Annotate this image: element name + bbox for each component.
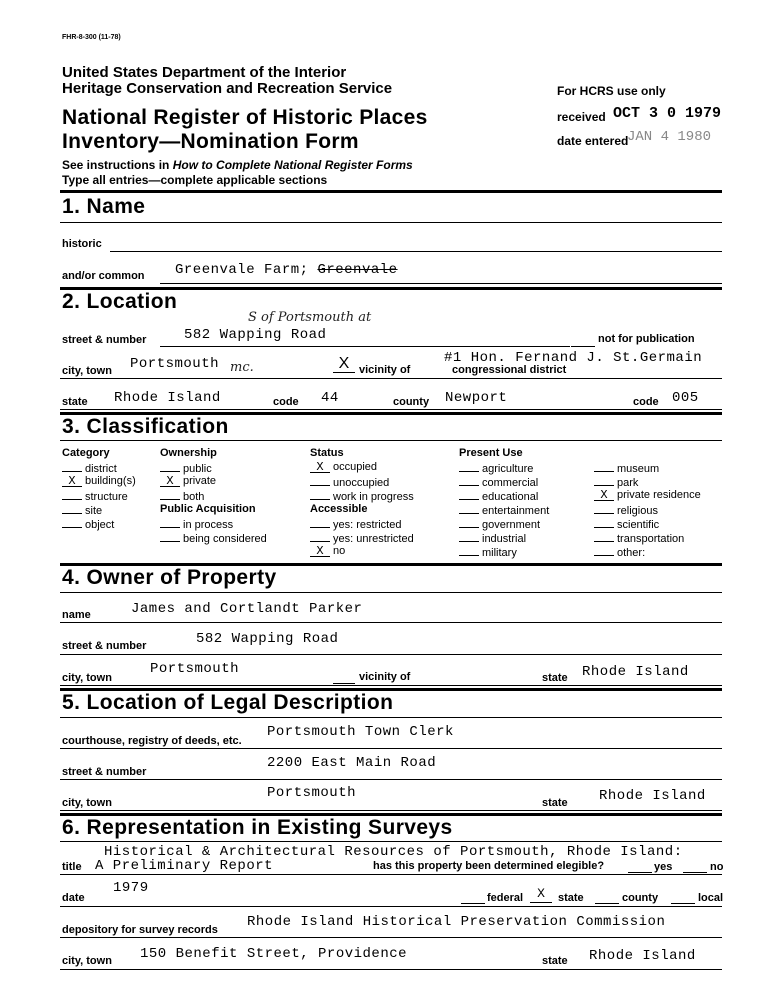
common-name-value[interactable]: Greenvale Farm; Greenvale xyxy=(175,262,398,278)
owner-vicinity-label: vicinity of xyxy=(359,671,411,683)
accessible-no[interactable]: X no xyxy=(310,545,345,557)
legal-state-value[interactable]: Rhode Island xyxy=(599,788,706,804)
owner-city-label: city, town xyxy=(62,672,112,684)
public-acquisition-head: Public Acquisition xyxy=(160,503,256,515)
agency-line1: United States Department of the Interior xyxy=(62,64,347,81)
hcrs-use-only: For HCRS use only xyxy=(557,84,666,98)
section5-subrule xyxy=(60,717,722,718)
state-value[interactable]: Rhode Island xyxy=(114,390,221,406)
legal-city-label: city, town xyxy=(62,797,112,809)
eligible-label: has this property been determined elegible? xyxy=(373,860,605,872)
common-label: and/or common xyxy=(62,270,145,282)
category-buildings[interactable]: X building(s) xyxy=(62,475,136,487)
form-title-line2: Inventory—Nomination Form xyxy=(62,130,359,153)
section6-subrule xyxy=(60,841,722,842)
section5-heading: 5. Location of Legal Description xyxy=(62,691,394,714)
courthouse-label: courthouse, registry of deeds, etc. xyxy=(62,735,242,747)
county-survey-label: county xyxy=(622,892,659,904)
section1-heading: 1. Name xyxy=(62,195,146,218)
use-entertainment[interactable]: entertainment xyxy=(459,503,549,517)
courthouse-line xyxy=(60,748,722,749)
survey-city-label: city, town xyxy=(62,955,112,967)
county-survey-blank[interactable] xyxy=(595,903,619,904)
accessible-restricted[interactable]: yes: restricted xyxy=(310,517,401,531)
vicinity-checkbox[interactable]: X xyxy=(333,356,355,373)
use-military[interactable]: military xyxy=(459,545,517,559)
legal-city-line xyxy=(60,810,722,811)
owner-state-value[interactable]: Rhode Island xyxy=(582,664,689,680)
survey-date-value[interactable]: 1979 xyxy=(113,880,149,896)
category-head: Category xyxy=(62,447,110,459)
city-row-line xyxy=(60,378,722,379)
county-value[interactable]: Newport xyxy=(445,390,508,406)
street-handwritten-note: S of Portsmouth at xyxy=(248,310,372,325)
survey-title-line1[interactable]: Historical & Architectural Resources of Portsmouth, Rhode Island: xyxy=(104,844,683,860)
hcrs-use-box xyxy=(553,70,723,160)
historic-field[interactable] xyxy=(110,251,722,252)
district-value[interactable]: #1 Hon. Fernand J. St.Germain xyxy=(444,350,703,366)
depository-line xyxy=(60,937,722,938)
section4-heading: 4. Owner of Property xyxy=(62,566,277,589)
eligible-no-label: no xyxy=(710,861,724,873)
owner-street-line xyxy=(60,654,722,655)
not-for-publication-label: not for publication xyxy=(598,333,695,345)
ownership-head: Ownership xyxy=(160,447,217,459)
owner-name-value[interactable]: James and Cortlandt Parker xyxy=(131,601,363,617)
status-work-in-progress[interactable]: work in progress xyxy=(310,489,414,503)
survey-city-line xyxy=(60,969,722,970)
accessible-unrestricted[interactable]: yes: unrestricted xyxy=(310,531,414,545)
category-structure[interactable]: structure xyxy=(62,489,128,503)
form-code: FHR-8-300 (11-78) xyxy=(62,34,121,41)
ownership-private[interactable]: X private xyxy=(160,475,216,487)
city-label: city, town xyxy=(62,365,112,377)
county-code-label: code xyxy=(633,396,659,408)
historic-label: historic xyxy=(62,238,102,250)
use-commercial[interactable]: commercial xyxy=(459,475,538,489)
eligible-yes-label: yes xyxy=(654,861,673,873)
form-title-line1: National Register of Historic Places xyxy=(62,106,428,129)
common-field-line xyxy=(160,283,722,284)
eligible-yes-blank[interactable] xyxy=(628,872,652,873)
city-handwritten-note: mc. xyxy=(230,360,254,375)
use-park[interactable]: park xyxy=(594,475,638,489)
status-head: Status xyxy=(310,447,344,459)
ownership-both[interactable]: both xyxy=(160,489,204,503)
instructions-line1: See instructions in How to Complete National Register Forms xyxy=(62,158,413,172)
county-code-value[interactable]: 005 xyxy=(672,390,699,406)
owner-city-value[interactable]: Portsmouth xyxy=(150,661,240,677)
use-museum[interactable]: museum xyxy=(594,461,659,475)
federal-label: federal xyxy=(487,892,524,904)
legal-state-label: state xyxy=(542,797,568,809)
code-label: code xyxy=(273,396,299,408)
status-unoccupied[interactable]: unoccupied xyxy=(310,475,389,489)
use-private-residence[interactable]: X private residence xyxy=(594,489,701,501)
street-label: street & number xyxy=(62,334,147,346)
category-object[interactable]: object xyxy=(62,517,114,531)
street-field-line xyxy=(160,346,570,347)
state-row-line xyxy=(60,409,722,410)
owner-street-label: street & number xyxy=(62,640,147,652)
survey-city-value[interactable]: 150 Benefit Street, Providence xyxy=(140,946,408,962)
section2-heading: 2. Location xyxy=(62,290,178,313)
section6-heading: 6. Representation in Existing Surveys xyxy=(62,816,453,839)
owner-name-label: name xyxy=(62,609,91,621)
category-site[interactable]: site xyxy=(62,503,102,517)
use-educational[interactable]: educational xyxy=(459,489,538,503)
courthouse-value[interactable]: Portsmouth Town Clerk xyxy=(267,724,454,740)
not-for-publication-blank[interactable] xyxy=(571,346,595,347)
eligible-no-blank[interactable] xyxy=(683,872,707,873)
acquisition-being-considered[interactable]: being considered xyxy=(160,531,267,545)
use-transportation[interactable]: transportation xyxy=(594,531,684,545)
state-survey-checkbox[interactable]: X xyxy=(530,886,552,903)
legal-city-value[interactable]: Portsmouth xyxy=(267,785,357,801)
owner-vicinity-blank[interactable] xyxy=(333,683,355,684)
owner-name-line xyxy=(60,622,722,623)
status-occupied[interactable]: X occupied xyxy=(310,461,377,473)
state-survey-label: state xyxy=(558,892,584,904)
received-stamp: OCT 3 0 1979 xyxy=(613,105,722,122)
survey-title-line2[interactable]: A Preliminary Report xyxy=(95,858,274,874)
city-value[interactable]: Portsmouth xyxy=(130,356,220,372)
county-label: county xyxy=(393,396,430,408)
section3-heading: 3. Classification xyxy=(62,415,229,438)
owner-state-label: state xyxy=(542,672,568,684)
use-government[interactable]: government xyxy=(459,517,540,531)
state-code-value[interactable]: 44 xyxy=(321,390,339,406)
vicinity-label: vicinity of xyxy=(359,364,411,376)
present-use-head: Present Use xyxy=(459,447,523,459)
owner-street-value[interactable]: 582 Wapping Road xyxy=(196,631,339,647)
date-entered-stamp: JAN 4 1980 xyxy=(627,129,712,145)
use-religious[interactable]: religious xyxy=(594,503,658,517)
section1-subrule xyxy=(60,222,722,223)
accessible-head: Accessible xyxy=(310,503,368,515)
legal-street-label: street & number xyxy=(62,766,147,778)
category-district[interactable]: district xyxy=(62,461,117,475)
use-industrial[interactable]: industrial xyxy=(459,531,526,545)
use-other[interactable]: other: xyxy=(594,545,645,559)
street-value[interactable]: 582 Wapping Road xyxy=(184,327,327,343)
local-survey-blank[interactable] xyxy=(671,903,695,904)
legal-street-line xyxy=(60,779,722,780)
section4-subrule xyxy=(60,592,722,593)
section1-rule xyxy=(60,190,722,193)
survey-state-value[interactable]: Rhode Island xyxy=(589,948,696,964)
use-agriculture[interactable]: agriculture xyxy=(459,461,533,475)
survey-title-line xyxy=(60,874,722,875)
agency-line2: Heritage Conservation and Recreation Service xyxy=(62,80,393,97)
survey-state-label: state xyxy=(542,955,568,967)
local-survey-label: local xyxy=(698,892,724,904)
section3-subrule xyxy=(60,440,722,441)
ownership-public[interactable]: public xyxy=(160,461,212,475)
survey-date-line xyxy=(60,906,722,907)
state-label: state xyxy=(62,396,88,408)
owner-city-line xyxy=(60,685,722,686)
instructions-line2: Type all entries—complete applicable sections xyxy=(62,173,328,187)
survey-date-label: date xyxy=(62,892,85,904)
district-label: congressional district xyxy=(452,364,567,376)
legal-street-value[interactable]: 2200 East Main Road xyxy=(267,755,437,771)
depository-label: depository for survey records xyxy=(62,924,218,936)
acquisition-in-process[interactable]: in process xyxy=(160,517,233,531)
depository-value[interactable]: Rhode Island Historical Preservation Commission xyxy=(247,914,666,930)
survey-title-label: title xyxy=(62,861,82,873)
use-scientific[interactable]: scientific xyxy=(594,517,659,531)
federal-blank[interactable] xyxy=(461,903,485,904)
date-entered-label: date entered xyxy=(557,134,629,148)
received-label: received xyxy=(557,110,606,124)
